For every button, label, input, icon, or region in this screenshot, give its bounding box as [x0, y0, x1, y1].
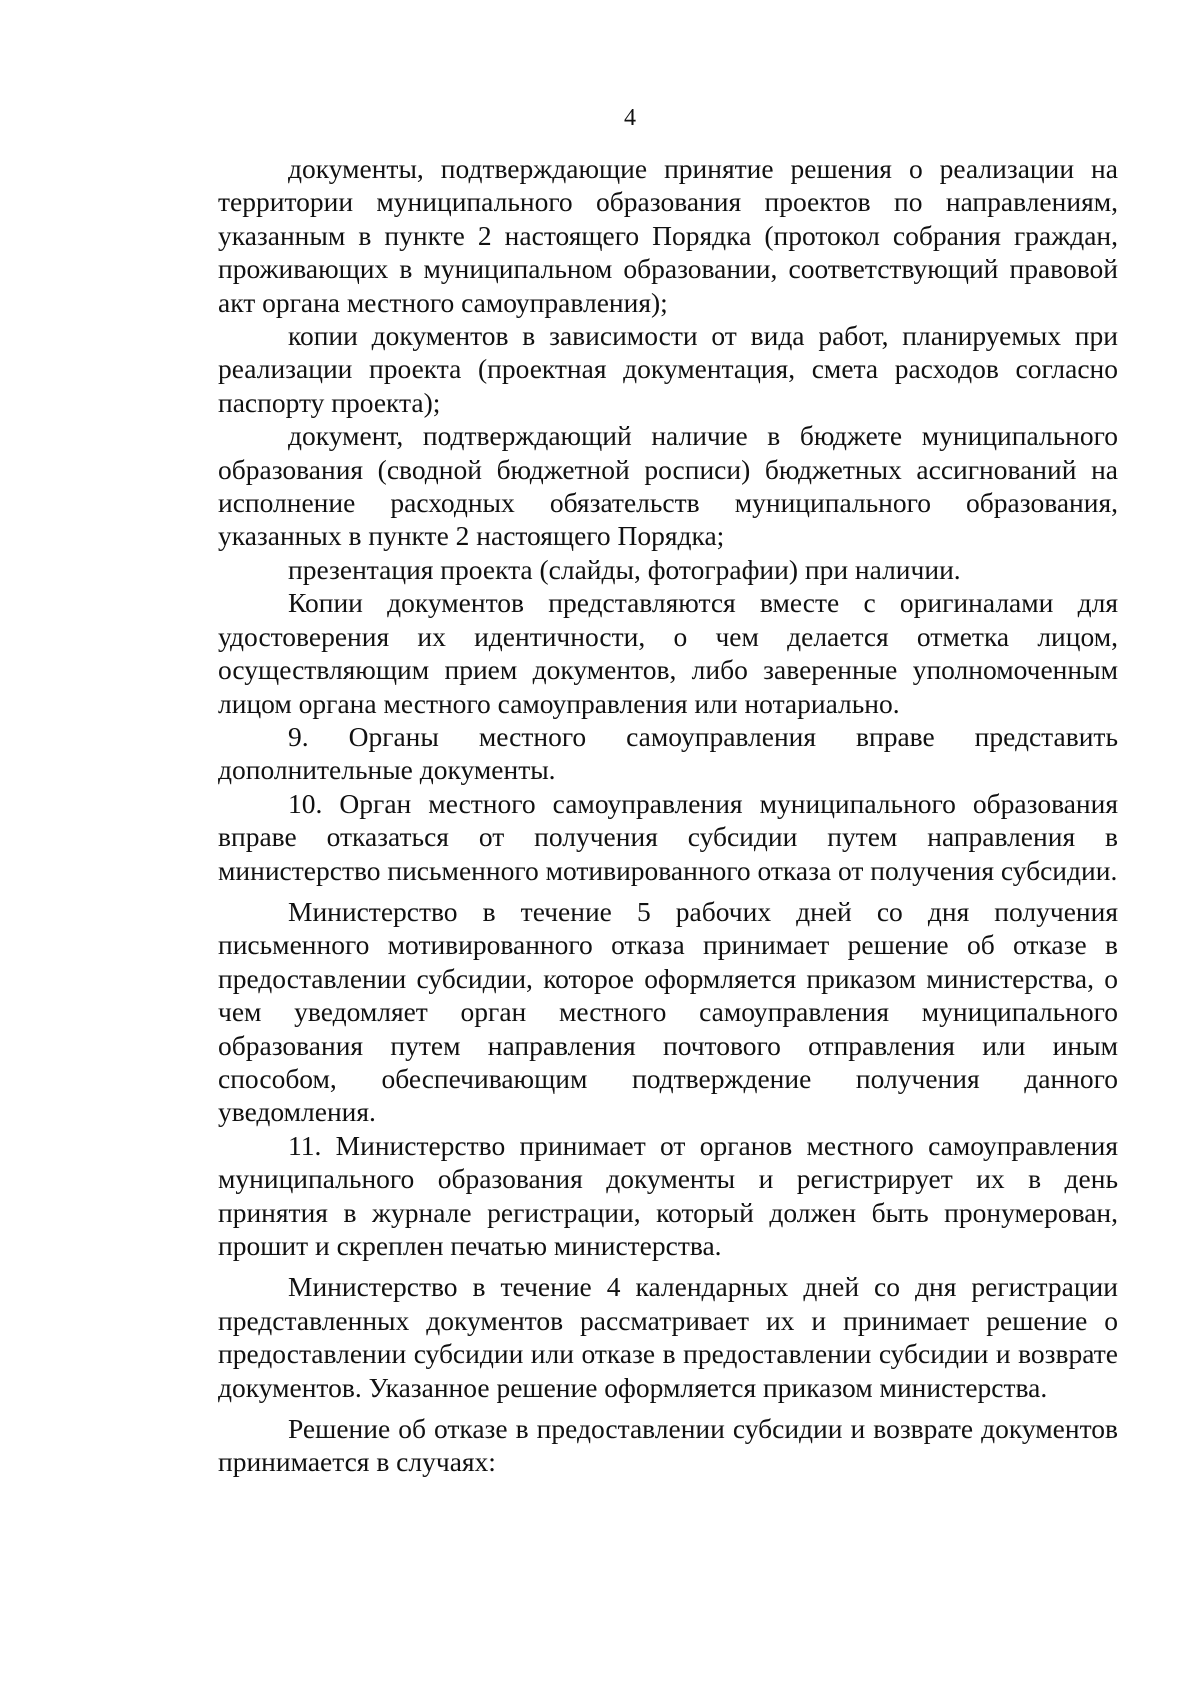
- paragraph-refusal-cases: Решение об отказе в предоставлении субсидии и возврате документов принимается в случаях:: [218, 1413, 1118, 1478]
- paragraph-copies-certification: Копии документов представляются вместе с оригиналами для удостоверения их идентичности, о чем делается отметка лицом, осуществляющим прием документов, либо заверенные уполномоченным лицом органа местного самоуправления или нотариально.: [218, 587, 1118, 719]
- paragraph-documents-decision: документы, подтверждающие принятие решения о реализации на территории муниципального образования проектов по направлениям, указанным в пункте 2 настоящего Порядка (протокол собрания граждан, проживающих в муниципальном образовании, соответствующий правовой акт органа местного самоуправления);: [218, 153, 1118, 318]
- paragraph-refusal-decision: Министерство в течение 5 рабочих дней со дня получения письменного мотивированного отказа принимает решение об отказе в предоставлении субсидии, которое оформляется приказом министерства, о чем уведомляет орган местного самоуправления муниципального образования путем направления почтового отправления или иным способом, обеспечивающим подтверждение получения данного уведомления.: [218, 895, 1118, 1128]
- paragraph-item-11: 11. Министерство принимает от органов местного самоуправления муниципального образования документы и регистрирует их в день принятия в журнале регистрации, который должен быть пронумерован, прошит и скреплен печатью министерства.: [218, 1129, 1118, 1261]
- paragraph-item-9: 9. Органы местного самоуправления вправе представить дополнительные документы.: [218, 720, 1118, 786]
- document-body: [218, 152, 1118, 1479]
- paragraph-copies-of-documents: копии документов в зависимости от вида работ, планируемых при реализации проекта (проектная документация, смета расходов согласно паспорту проекта);: [218, 320, 1118, 418]
- paragraph-budget-document: документ, подтверждающий наличие в бюджете муниципального образования (сводной бюджетной росписи) бюджетных ассигнований на исполнение расходных обязательств муниципального образования, указанных в пункте 2 настоящего Порядка;: [218, 420, 1118, 552]
- paragraph-item-10: 10. Орган местного самоуправления муниципального образования вправе отказаться от получения субсидии путем направления в министерство письменного мотивированного отказа от получения субсидии.: [218, 787, 1118, 886]
- paragraph-review-period: Министерство в течение 4 календарных дней со дня регистрации представленных документов рассматривает их и принимает решение о предоставлении субсидии или отказе в предоставлении субсидии и возврате документов. Указанное решение оформляется приказом министерства.: [218, 1271, 1118, 1403]
- paragraph-project-presentation: презентация проекта (слайды, фотографии) при наличии.: [288, 553, 961, 585]
- page-number: 4: [624, 105, 636, 131]
